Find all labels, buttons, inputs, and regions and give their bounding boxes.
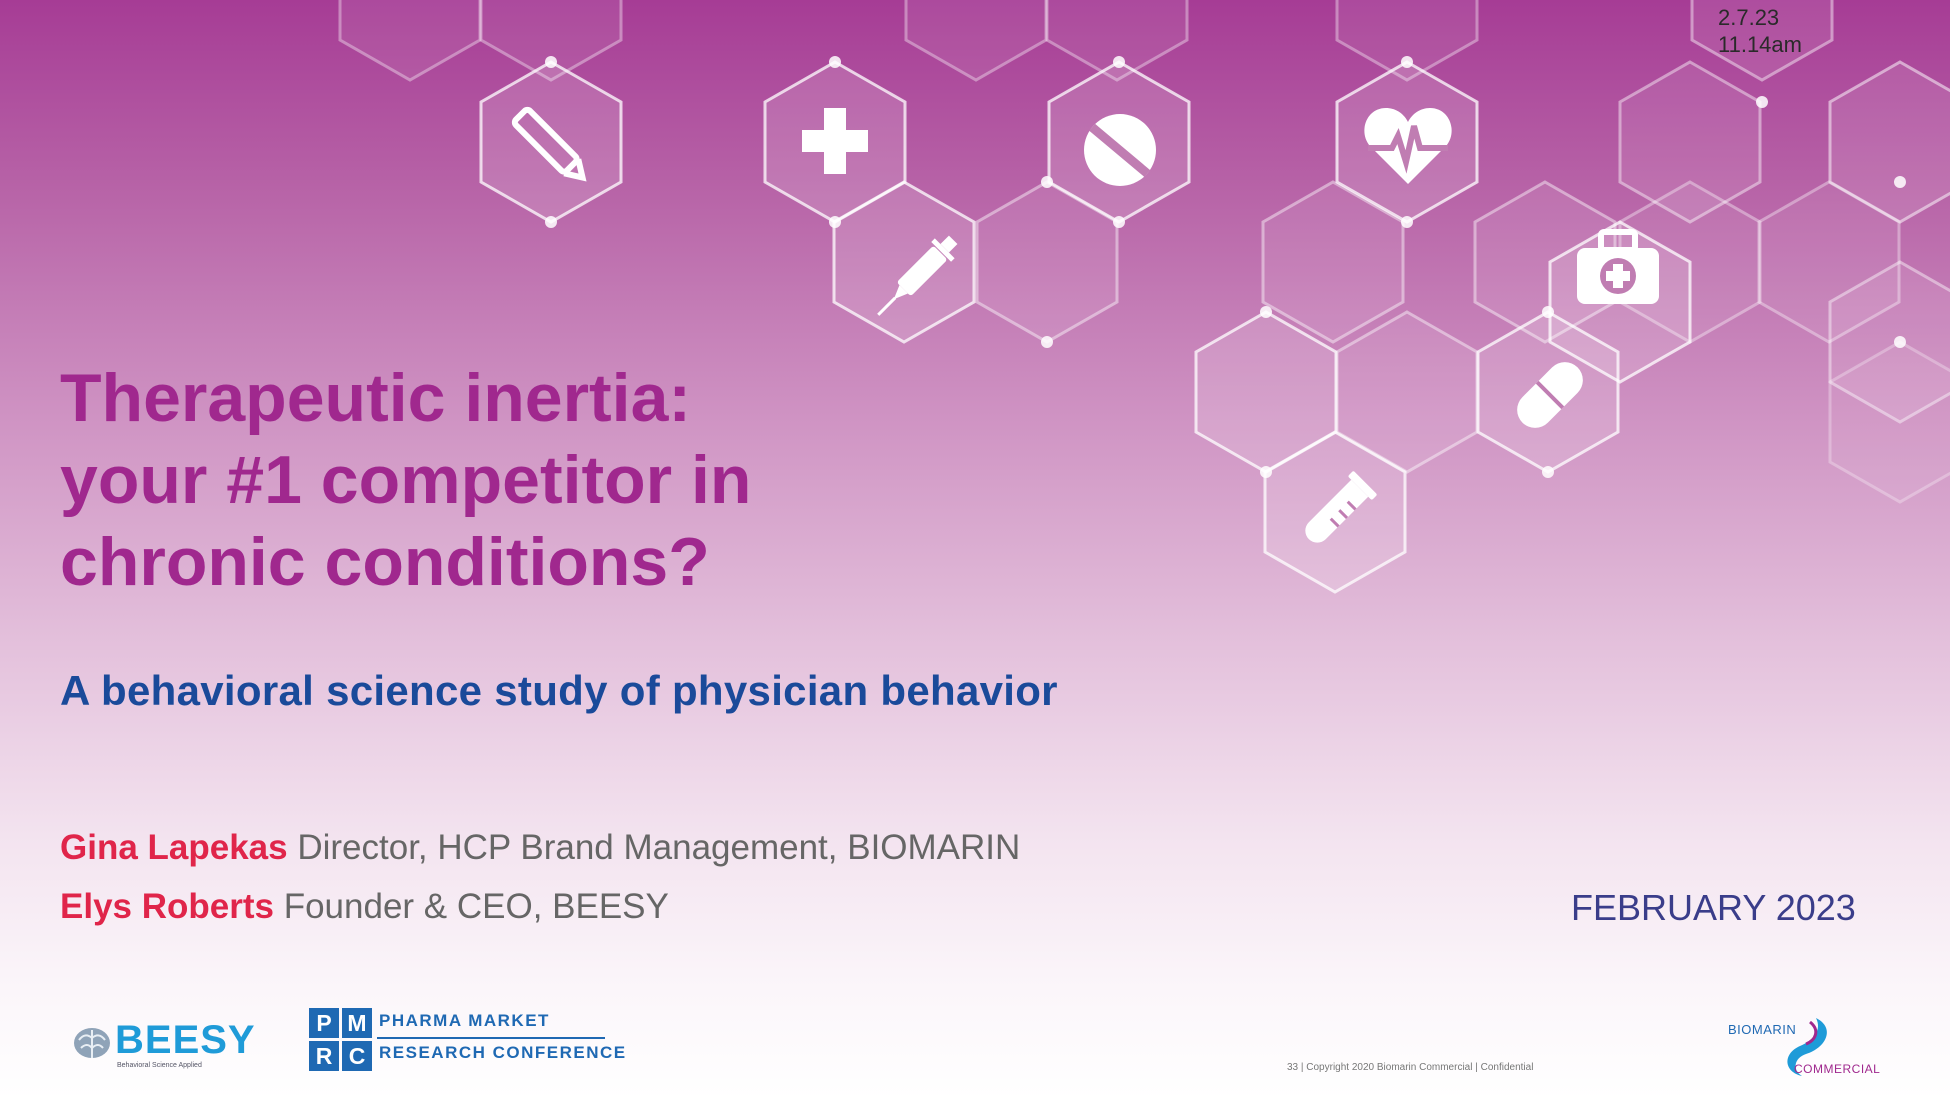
- presenter-line: [60, 887, 669, 927]
- presenter-role: Director, HCP Brand Management, BIOMARIN: [297, 828, 1021, 867]
- pmrc-letter: R: [309, 1041, 339, 1071]
- first-aid-cross-icon: [798, 104, 872, 178]
- capsule-icon: [1505, 350, 1595, 440]
- heartbeat-icon: [1360, 98, 1456, 194]
- pmrc-line-1: PHARMA MARKET: [379, 1011, 550, 1030]
- syringe-icon: [865, 228, 965, 328]
- pencil-icon: [500, 95, 600, 195]
- title-line: your #1 competitor in: [60, 442, 752, 518]
- medical-kit-icon: [1573, 228, 1663, 308]
- presentation-date: FEBRUARY 2023: [1571, 887, 1856, 928]
- pill-tablet-icon: [1080, 110, 1160, 190]
- footer-copyright: 33 | Copyright 2020 Biomarin Commercial | Confidential: [1287, 1062, 1534, 1073]
- presenter-name: Elys Roberts: [60, 887, 274, 926]
- presenter-line: [60, 828, 1020, 868]
- timestamp: [1718, 4, 1802, 58]
- test-tube-icon: [1290, 468, 1380, 558]
- pmrc-letter: C: [342, 1041, 372, 1071]
- pmrc-line-2: RESEARCH CONFERENCE: [379, 1043, 627, 1062]
- pmrc-letter: M: [342, 1008, 372, 1038]
- presenter-name: Gina Lapekas: [60, 828, 288, 867]
- biomarin-wordmark: BIOMARIN: [1728, 1022, 1797, 1037]
- pmrc-letter: P: [309, 1008, 339, 1038]
- slide-title: [60, 357, 960, 603]
- beesy-wordmark: BEESY: [115, 1018, 256, 1062]
- beesy-logo: [71, 1018, 256, 1070]
- timestamp-time: 11.14am: [1718, 32, 1802, 57]
- biomarin-logo: [1724, 1010, 1908, 1086]
- presenter-role: Founder & CEO, BEESY: [283, 887, 669, 926]
- slide-subtitle: A behavioral science study of physician behavior: [60, 667, 1058, 714]
- timestamp-date: 2.7.23: [1718, 5, 1780, 30]
- biomarin-sub: COMMERCIAL: [1794, 1062, 1881, 1076]
- brain-icon: [71, 1022, 113, 1064]
- pmrc-letter-grid: [309, 1008, 371, 1072]
- title-line: chronic conditions?: [60, 524, 710, 600]
- title-line: Therapeutic inertia:: [60, 360, 692, 436]
- beesy-tagline: Behavioral Science Applied: [117, 1062, 202, 1069]
- pmrc-divider: [377, 1037, 605, 1039]
- pmrc-logo: [309, 1008, 627, 1072]
